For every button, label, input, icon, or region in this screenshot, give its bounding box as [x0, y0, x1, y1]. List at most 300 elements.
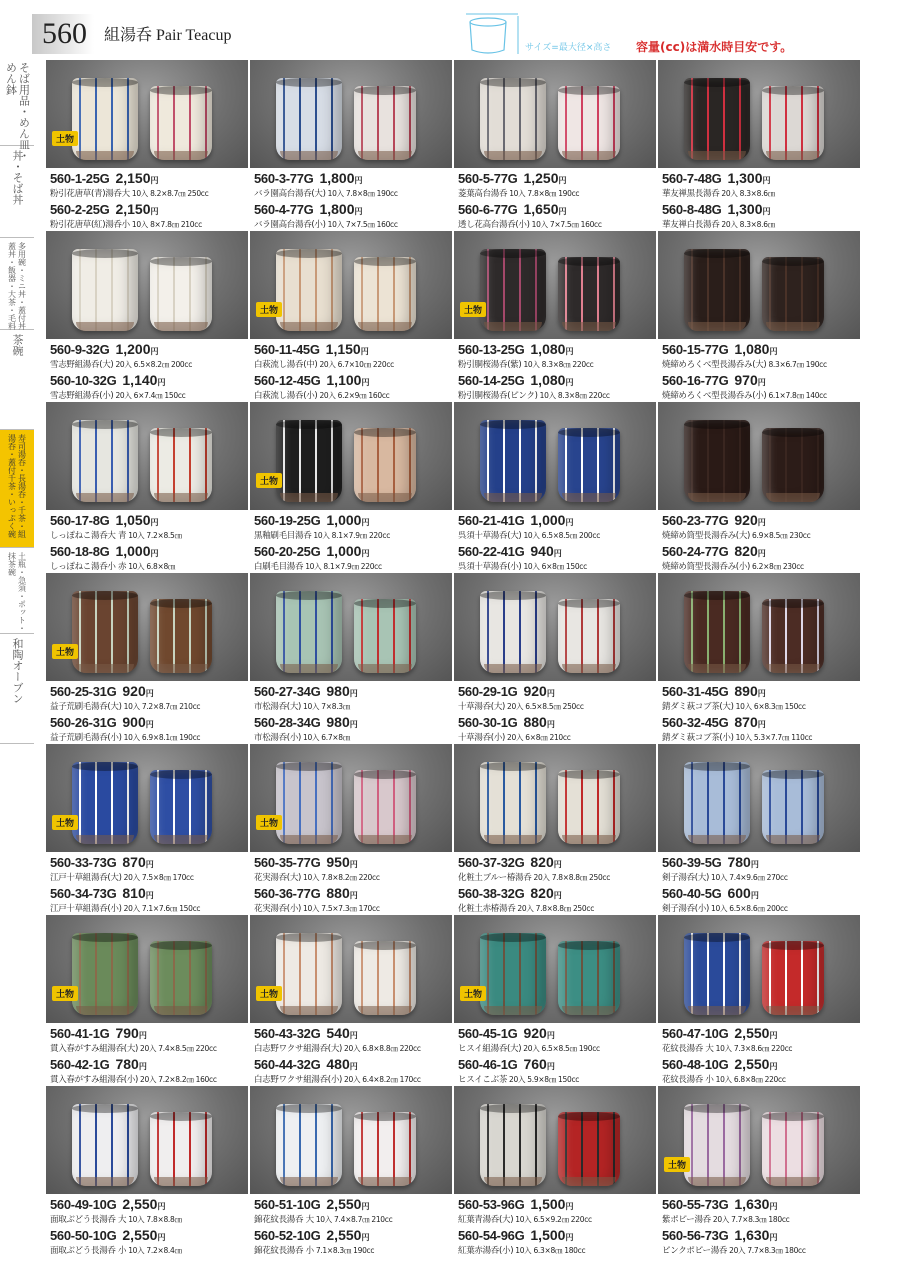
- code-price-line: [50, 885, 248, 902]
- product-card[interactable]: [46, 231, 248, 402]
- code-price-line: [662, 201, 860, 218]
- cup-foot: [766, 664, 821, 673]
- product-photo: [46, 231, 248, 339]
- teacup-image: [558, 428, 620, 502]
- code-price-line: [458, 543, 656, 560]
- cup-rim: [558, 941, 620, 950]
- product-photo: [658, 231, 860, 339]
- code-price-line: [50, 170, 248, 187]
- name-spec-line: [458, 389, 656, 403]
- yen-unit: 円: [769, 1233, 778, 1242]
- category-tab[interactable]: [0, 430, 34, 548]
- product-price: 950: [326, 854, 350, 870]
- cup-rim: [684, 78, 750, 87]
- product-code: 560-7-48G: [662, 171, 722, 186]
- cup-rim: [150, 770, 212, 779]
- yen-unit: 円: [769, 347, 778, 356]
- product-price: 780: [115, 1056, 139, 1072]
- yen-unit: 円: [150, 518, 159, 527]
- product-spec: 6.9×8.5㎝ 230cc: [752, 531, 811, 540]
- product-code: 560-27-34G: [254, 684, 321, 699]
- cup-rim: [684, 591, 750, 600]
- cup-foot: [358, 322, 413, 331]
- product-spec: 10入 6.8×8㎝: [128, 562, 176, 571]
- cup-foot: [688, 664, 746, 673]
- product-code: 560-2-25G: [50, 202, 110, 217]
- cup-rim: [276, 933, 342, 942]
- product-name: 呉須十草湯呑(小): [458, 562, 522, 572]
- code-price-line: [662, 543, 860, 560]
- product-card[interactable]: [250, 402, 452, 573]
- category-tab[interactable]: [0, 634, 34, 744]
- product-photo: [250, 573, 452, 681]
- cup-foot: [280, 1177, 338, 1186]
- earthenware-badge: 土物: [256, 815, 282, 830]
- product-spec: 10入 7.8×8㎝ 190cc: [327, 189, 398, 198]
- product-photo: [454, 60, 656, 168]
- teacup-image: [480, 762, 546, 844]
- name-spec-line: [458, 731, 656, 745]
- product-code: 560-40-5G: [662, 886, 722, 901]
- product-price: 1,000: [115, 543, 151, 559]
- product-price: 1,140: [122, 372, 158, 388]
- product-name: 華友禅黒長湯呑: [662, 189, 720, 199]
- product-price: 1,100: [326, 372, 362, 388]
- cup-rim: [354, 770, 416, 779]
- product-price: 980: [326, 683, 350, 699]
- yen-unit: 円: [565, 518, 574, 527]
- code-price-line: [458, 854, 656, 871]
- product-name: 江戸十草組湯呑(小): [50, 904, 122, 914]
- product-code: 560-13-25G: [458, 342, 525, 357]
- code-price-line: [662, 341, 860, 358]
- product-card[interactable]: [250, 744, 452, 915]
- teacup-image: [276, 591, 342, 673]
- cup-foot: [562, 664, 617, 673]
- product-code: 560-20-25G: [254, 544, 321, 559]
- product-name: 粉引花唐草(青)湯呑大: [50, 189, 130, 199]
- product-price: 2,550: [122, 1196, 158, 1212]
- product-spec: 10入 7×8.3㎝: [303, 702, 350, 711]
- product-info: [254, 341, 452, 403]
- teacup-image: [558, 1112, 620, 1186]
- yen-unit: 円: [361, 518, 370, 527]
- product-spec: 8.3×6.7㎝ 190cc: [768, 360, 827, 369]
- product-price: 1,300: [727, 201, 763, 217]
- product-code: 560-25-31G: [50, 684, 117, 699]
- product-code: 560-52-10G: [254, 1228, 321, 1243]
- teacup-image: [762, 86, 824, 160]
- yen-unit: 円: [157, 378, 166, 387]
- category-tab-label: 和陶オーブン: [11, 638, 24, 704]
- product-info: [662, 1196, 860, 1258]
- category-tab[interactable]: [0, 238, 34, 330]
- name-spec-line: [254, 187, 452, 201]
- teacup-image: [684, 933, 750, 1015]
- yen-unit: 円: [349, 720, 358, 729]
- product-card[interactable]: [658, 744, 860, 915]
- cup-foot: [484, 664, 542, 673]
- cup-rim: [72, 420, 138, 429]
- cup-foot: [484, 322, 542, 331]
- teacup-image: [276, 420, 342, 502]
- code-price-line: [458, 1025, 656, 1042]
- product-info: [662, 854, 860, 916]
- name-spec-line: [458, 529, 656, 543]
- product-price: 920: [523, 683, 547, 699]
- cup-rim: [150, 86, 212, 95]
- yen-unit: 円: [361, 1202, 370, 1211]
- product-photo: [454, 231, 656, 339]
- product-card[interactable]: [46, 1086, 248, 1257]
- cup-rim: [150, 257, 212, 266]
- product-name: 花実湯呑(小): [254, 904, 302, 914]
- product-code: 560-43-32G: [254, 1026, 321, 1041]
- cup-foot: [358, 835, 413, 844]
- teacup-image: [150, 599, 212, 673]
- cup-rim: [762, 599, 824, 608]
- product-price: 1,630: [734, 1196, 770, 1212]
- cup-rim: [150, 1112, 212, 1121]
- name-spec-line: [458, 700, 656, 714]
- cup-foot: [76, 1006, 134, 1015]
- product-card[interactable]: [658, 915, 860, 1086]
- product-name: 粉引胴桜湯呑(ピンク): [458, 391, 538, 401]
- yen-unit: 円: [546, 689, 555, 698]
- cup-foot: [154, 1006, 209, 1015]
- product-price: 1,200: [115, 341, 151, 357]
- name-spec-line: [458, 902, 656, 916]
- code-price-line: [662, 1227, 860, 1244]
- yen-unit: 円: [546, 1031, 555, 1040]
- product-price: 780: [727, 854, 751, 870]
- product-spec: 10入 8.3×8㎝ 220cc: [539, 391, 610, 400]
- cup-rim: [480, 420, 546, 429]
- product-code: 560-18-8G: [50, 544, 110, 559]
- cup-foot: [280, 835, 338, 844]
- cup-rim: [762, 428, 824, 437]
- product-card[interactable]: [454, 60, 656, 231]
- product-spec: 20入 7.2×8.2㎝ 160cc: [140, 1075, 217, 1084]
- product-code: 560-3-77G: [254, 171, 314, 186]
- name-spec-line: [662, 358, 860, 372]
- product-name: 貫入春がすみ組湯呑(小): [50, 1075, 139, 1085]
- code-price-line: [50, 854, 248, 871]
- product-price: 2,550: [326, 1227, 362, 1243]
- product-code: 560-11-45G: [254, 342, 320, 357]
- product-price: 810: [122, 885, 146, 901]
- yen-unit: 円: [349, 891, 358, 900]
- code-price-line: [50, 1025, 248, 1042]
- cup-foot: [484, 1006, 542, 1015]
- cup-foot: [358, 493, 413, 502]
- product-spec: 20入 6.5×8.5㎝ 250cc: [507, 702, 584, 711]
- name-spec-line: [662, 1073, 860, 1087]
- product-code: 560-34-73G: [50, 886, 117, 901]
- yen-unit: 円: [553, 860, 562, 869]
- name-spec-line: [254, 700, 452, 714]
- product-card[interactable]: [250, 231, 452, 402]
- yen-unit: 円: [757, 689, 766, 698]
- name-spec-line: [50, 871, 248, 885]
- product-price: 1,150: [325, 341, 361, 357]
- product-card[interactable]: [658, 231, 860, 402]
- code-price-line: [50, 543, 248, 560]
- product-card[interactable]: [46, 573, 248, 744]
- code-price-line: [50, 1227, 248, 1244]
- earthenware-badge: 土物: [256, 986, 282, 1001]
- product-code: 560-44-32G: [254, 1057, 321, 1072]
- product-photo: [46, 60, 248, 168]
- product-card[interactable]: [46, 915, 248, 1086]
- product-card[interactable]: [454, 915, 656, 1086]
- cup-rim: [72, 78, 138, 87]
- product-spec: 20入 5.9×8㎝ 150cc: [509, 1075, 580, 1084]
- product-spec: 10入 6.3×8㎝ 180cc: [515, 1246, 586, 1255]
- product-card[interactable]: [250, 573, 452, 744]
- code-price-line: [50, 512, 248, 529]
- code-price-line: [50, 341, 248, 358]
- product-code: 560-22-41G: [458, 544, 525, 559]
- cup-rim: [72, 1104, 138, 1113]
- product-photo: [658, 573, 860, 681]
- product-price: 540: [326, 1025, 350, 1041]
- product-name: 紫ポピー湯呑: [662, 1215, 711, 1225]
- code-price-line: [254, 854, 452, 871]
- product-code: 560-37-32G: [458, 855, 525, 870]
- code-price-line: [254, 512, 452, 529]
- yen-unit: 円: [354, 176, 363, 185]
- product-card[interactable]: [46, 402, 248, 573]
- product-spec: 20入 8.3×8.6㎝: [721, 189, 775, 198]
- product-name: 化粧土赤椿湯呑: [458, 904, 516, 914]
- yen-unit: 円: [769, 1202, 778, 1211]
- product-name: 焼締めろくべ型長湯呑み(小): [662, 391, 767, 401]
- product-name: ヒスイこぶ茶: [458, 1075, 508, 1085]
- name-spec-line: [254, 218, 452, 232]
- product-card[interactable]: [658, 60, 860, 231]
- product-spec: 10入 6.5×8.6㎝ 200cc: [711, 904, 788, 913]
- cup-foot: [766, 493, 821, 502]
- teacup-image: [762, 428, 824, 502]
- product-price: 1,000: [326, 512, 362, 528]
- name-spec-line: [458, 187, 656, 201]
- cup-foot: [280, 322, 338, 331]
- product-name: 十草湯呑(小): [458, 733, 506, 743]
- product-price: 1,800: [319, 170, 355, 186]
- product-card[interactable]: [454, 1086, 656, 1257]
- yen-unit: 円: [349, 860, 358, 869]
- yen-unit: 円: [157, 1233, 166, 1242]
- code-price-line: [254, 201, 452, 218]
- code-price-line: [458, 885, 656, 902]
- product-name: 紅葉青湯呑(大): [458, 1215, 514, 1225]
- product-spec: 20入 6×7.4㎝ 150cc: [115, 391, 186, 400]
- earthenware-badge: 土物: [52, 131, 78, 146]
- earthenware-badge: 土物: [256, 473, 282, 488]
- category-tab[interactable]: [0, 548, 34, 634]
- product-name: 焼締め筒型長湯呑み(大): [662, 531, 751, 541]
- product-card[interactable]: [250, 1086, 452, 1257]
- product-code: 560-56-73G: [662, 1228, 729, 1243]
- name-spec-line: [662, 700, 860, 714]
- cup-foot: [280, 151, 338, 160]
- product-price: 870: [122, 854, 146, 870]
- product-price: 1,000: [530, 512, 566, 528]
- name-spec-line: [50, 700, 248, 714]
- code-price-line: [662, 854, 860, 871]
- category-tab-label: 寿司湯呑・長湯呑・千茶・組: [17, 434, 27, 538]
- cup-foot: [562, 493, 617, 502]
- product-name: 面取ぶどう長湯呑 大: [50, 1215, 127, 1225]
- product-spec: 20入 7.8×8.8㎝ 250cc: [517, 904, 595, 913]
- cup-rim: [558, 257, 620, 266]
- product-name: 錆ダミ萩コブ茶(小): [662, 733, 734, 743]
- product-spec: 7.1×8.3㎝ 190cc: [315, 1246, 375, 1255]
- yen-unit: 円: [145, 720, 154, 729]
- cup-foot: [76, 835, 134, 844]
- product-code: 560-6-77G: [458, 202, 518, 217]
- code-price-line: [254, 683, 452, 700]
- code-price-line: [254, 372, 452, 389]
- teacup-image: [480, 591, 546, 673]
- code-price-line: [662, 170, 860, 187]
- product-name: 黒釉刷毛目湯呑: [254, 531, 312, 541]
- cup-foot: [688, 1177, 746, 1186]
- product-name: 透し花高台湯呑(小): [458, 220, 530, 230]
- yen-unit: 円: [150, 347, 159, 356]
- code-price-line: [50, 683, 248, 700]
- code-price-line: [458, 341, 656, 358]
- cup-foot: [154, 151, 209, 160]
- cup-rim: [480, 1104, 546, 1113]
- product-photo: [250, 915, 452, 1023]
- code-price-line: [458, 1056, 656, 1073]
- category-sidebar: [0, 58, 34, 744]
- name-spec-line: [50, 1244, 248, 1258]
- yen-unit: 円: [558, 207, 567, 216]
- product-spec: 10入 8.2×8.7㎝ 250cc: [131, 189, 209, 198]
- yen-unit: 円: [354, 207, 363, 216]
- product-card[interactable]: [658, 402, 860, 573]
- teacup-image: [762, 599, 824, 673]
- product-spec: 20入 6.5×8.5㎝ 190cc: [523, 1044, 600, 1053]
- product-code: 560-48-10G: [662, 1057, 729, 1072]
- cup-foot: [76, 1177, 134, 1186]
- product-info: [50, 341, 248, 403]
- product-spec: 10入 6.5×9.2㎝ 220cc: [515, 1215, 592, 1224]
- product-card[interactable]: [250, 915, 452, 1086]
- name-spec-line: [254, 389, 452, 403]
- product-price: 1,650: [523, 201, 559, 217]
- product-name: しっぽねこ湯呑小 赤: [50, 562, 127, 572]
- size-note: サイズ=最大径×高さ: [525, 43, 612, 53]
- cup-foot: [358, 1006, 413, 1015]
- product-price: 970: [734, 372, 758, 388]
- product-price: 1,630: [734, 1227, 770, 1243]
- category-tab[interactable]: [0, 146, 34, 238]
- product-price: 820: [734, 543, 758, 559]
- product-card[interactable]: [454, 744, 656, 915]
- product-spec: 10入 7.8×8㎝ 190cc: [509, 189, 580, 198]
- product-photo: [658, 744, 860, 852]
- name-spec-line: [50, 1042, 248, 1056]
- earthenware-badge: 土物: [256, 302, 282, 317]
- yen-unit: 円: [546, 720, 555, 729]
- name-spec-line: [662, 1213, 860, 1227]
- product-name: 焼締め筒型長湯呑み(小): [662, 562, 751, 572]
- teacup-image: [150, 86, 212, 160]
- cup-foot: [562, 1177, 617, 1186]
- teacup-image: [354, 599, 416, 673]
- yen-unit: 円: [150, 207, 159, 216]
- product-code: 560-16-77G: [662, 373, 729, 388]
- product-card[interactable]: [658, 1086, 860, 1257]
- product-card[interactable]: [454, 402, 656, 573]
- name-spec-line: [662, 902, 860, 916]
- product-code: 560-55-73G: [662, 1197, 729, 1212]
- product-code: 560-33-73G: [50, 855, 117, 870]
- teacup-image: [480, 420, 546, 502]
- earthenware-badge: 土物: [460, 986, 486, 1001]
- teacup-image: [72, 762, 138, 844]
- cup-foot: [280, 664, 338, 673]
- yen-unit: 円: [757, 720, 766, 729]
- name-spec-line: [254, 1042, 452, 1056]
- product-card[interactable]: [46, 744, 248, 915]
- product-code: 560-47-10G: [662, 1026, 729, 1041]
- cup-rim: [762, 86, 824, 95]
- cup-foot: [154, 493, 209, 502]
- product-name: 花実湯呑(大): [254, 873, 302, 883]
- category-tab-label: 湯呑・蓋付千茶・いっぷく碗: [7, 434, 17, 538]
- product-code: 560-31-45G: [662, 684, 729, 699]
- category-tab[interactable]: [0, 330, 34, 430]
- product-name: バラ園高台湯呑(大): [254, 189, 326, 199]
- product-spec: 10入 7.2×8.4㎝: [128, 1246, 182, 1255]
- category-tab[interactable]: [0, 58, 34, 161]
- yen-unit: 円: [361, 1233, 370, 1242]
- yen-unit: 円: [769, 1062, 778, 1071]
- cup-size-icon: [462, 10, 522, 58]
- product-name: 花紋長湯呑 小: [662, 1075, 714, 1085]
- product-card[interactable]: [250, 60, 452, 231]
- product-code: 560-17-8G: [50, 513, 110, 528]
- teacup-image: [150, 428, 212, 502]
- product-card[interactable]: [454, 231, 656, 402]
- name-spec-line: [662, 1244, 860, 1258]
- name-spec-line: [662, 529, 860, 543]
- product-card[interactable]: [46, 60, 248, 231]
- product-price: 880: [326, 885, 350, 901]
- product-card[interactable]: [454, 573, 656, 744]
- code-price-line: [254, 1056, 452, 1073]
- product-price: 1,500: [530, 1196, 566, 1212]
- name-spec-line: [50, 218, 248, 232]
- product-card[interactable]: [658, 573, 860, 744]
- category-tab-label: 土瓶・急須・ポット・: [17, 552, 27, 632]
- cup-foot: [688, 151, 746, 160]
- yen-unit: 円: [138, 1031, 147, 1040]
- product-name: 貫入春がすみ組湯呑(大): [50, 1044, 139, 1054]
- product-name: 錦花紋長湯呑 小: [254, 1246, 314, 1256]
- name-spec-line: [50, 389, 248, 403]
- product-photo: [46, 915, 248, 1023]
- product-name: 粉引花唐草(紅)湯呑小: [50, 220, 130, 230]
- name-spec-line: [458, 358, 656, 372]
- yen-unit: 円: [558, 176, 567, 185]
- cup-rim: [480, 249, 546, 258]
